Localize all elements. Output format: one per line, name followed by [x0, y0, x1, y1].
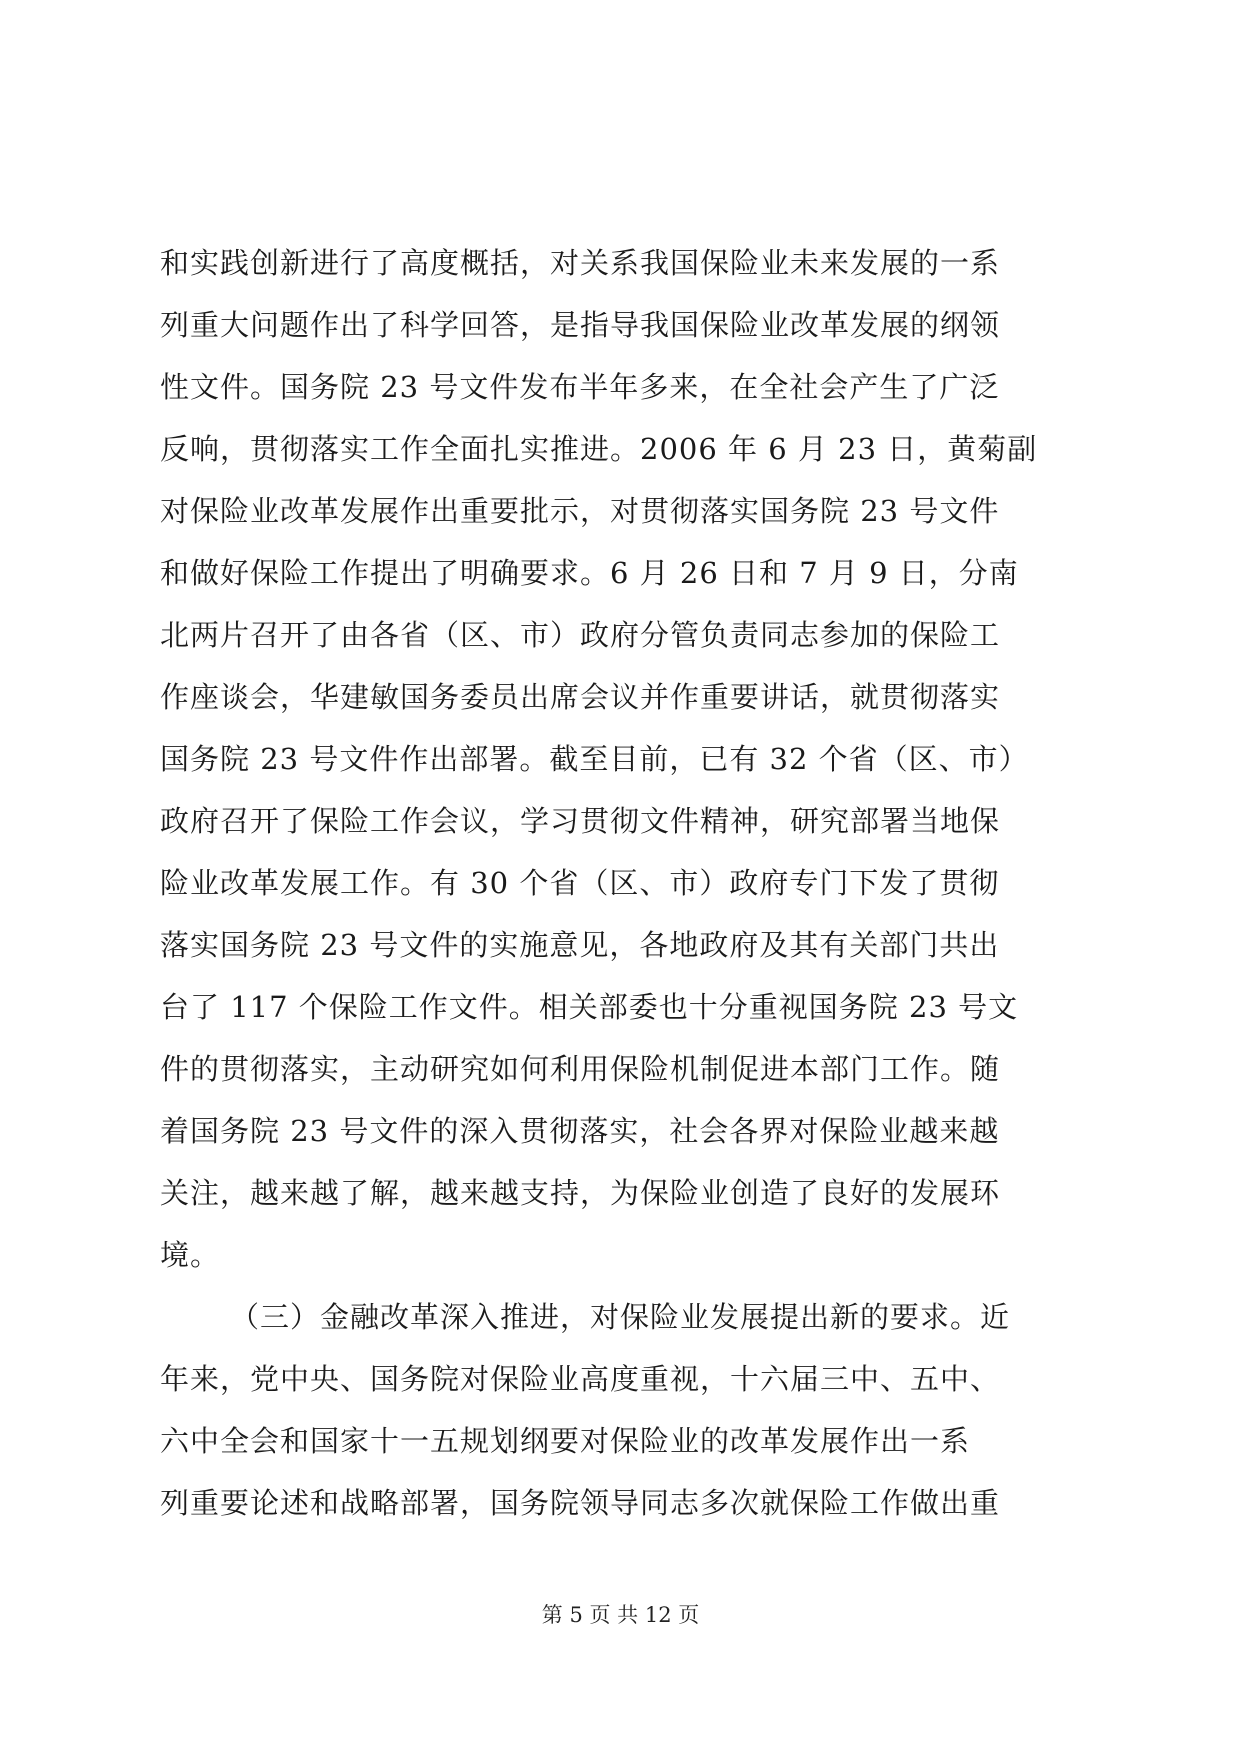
text-line: 对保险业改革发展作出重要批示，对贯彻落实国务院 23 号文件 [160, 494, 1000, 528]
text-line: 作座谈会，华建敏国务委员出席会议并作重要讲话，就贯彻落实 [160, 680, 1001, 714]
page-footer [0, 1600, 1241, 1630]
text-line: 列重大问题作出了科学回答，是指导我国保险业改革发展的纲领 [160, 308, 1001, 342]
text-line: 落实国务院 23 号文件的实施意见，各地政府及其有关部门共出 [160, 928, 1000, 962]
text-line: 北两片召开了由各省（区、市）政府分管负责同志参加的保险工 [160, 618, 1001, 652]
text-line: 境。 [160, 1238, 221, 1272]
text-line: 国务院 23 号文件作出部署。截至目前，已有 32 个省（区、市） [160, 742, 1029, 776]
text-line: 六中全会和国家十一五规划纲要对保险业的改革发展作出一系 [160, 1424, 971, 1458]
text-line: 关注，越来越了解，越来越支持，为保险业创造了良好的发展环 [160, 1176, 1001, 1210]
text-line: 政府召开了保险工作会议，学习贯彻文件精神，研究部署当地保 [160, 804, 1001, 838]
text-line: 性文件。国务院 23 号文件发布半年多来，在全社会产生了广泛 [160, 370, 1000, 404]
text-line: 反响，贯彻落实工作全面扎实推进。2006 年 6 月 23 日，黄菊副 [160, 432, 1038, 466]
text-line: 件的贯彻落实，主动研究如何利用保险机制促进本部门工作。随 [160, 1052, 1001, 1086]
text-line: 年来，党中央、国务院对保险业高度重视，十六届三中、五中、 [160, 1362, 1001, 1396]
text-line: 列重要论述和战略部署，国务院领导同志多次就保险工作做出重 [160, 1486, 1001, 1520]
paragraph-heading-line: （三）金融改革深入推进，对保险业发展提出新的要求。近 [230, 1300, 1011, 1334]
body-text [160, 232, 1100, 1534]
text-line: 着国务院 23 号文件的深入贯彻落实，社会各界对保险业越来越 [160, 1114, 1000, 1148]
text-line: 台了 117 个保险工作文件。相关部委也十分重视国务院 23 号文 [160, 990, 1019, 1024]
text-line: 和做好保险工作提出了明确要求。6 月 26 日和 7 月 9 日，分南 [160, 556, 1019, 590]
text-line: 和实践创新进行了高度概括，对关系我国保险业未来发展的一系 [160, 246, 1001, 280]
text-line: 险业改革发展工作。有 30 个省（区、市）政府专门下发了贯彻 [160, 866, 1000, 900]
page-number: 第 5 页 共 12 页 [541, 1603, 700, 1627]
